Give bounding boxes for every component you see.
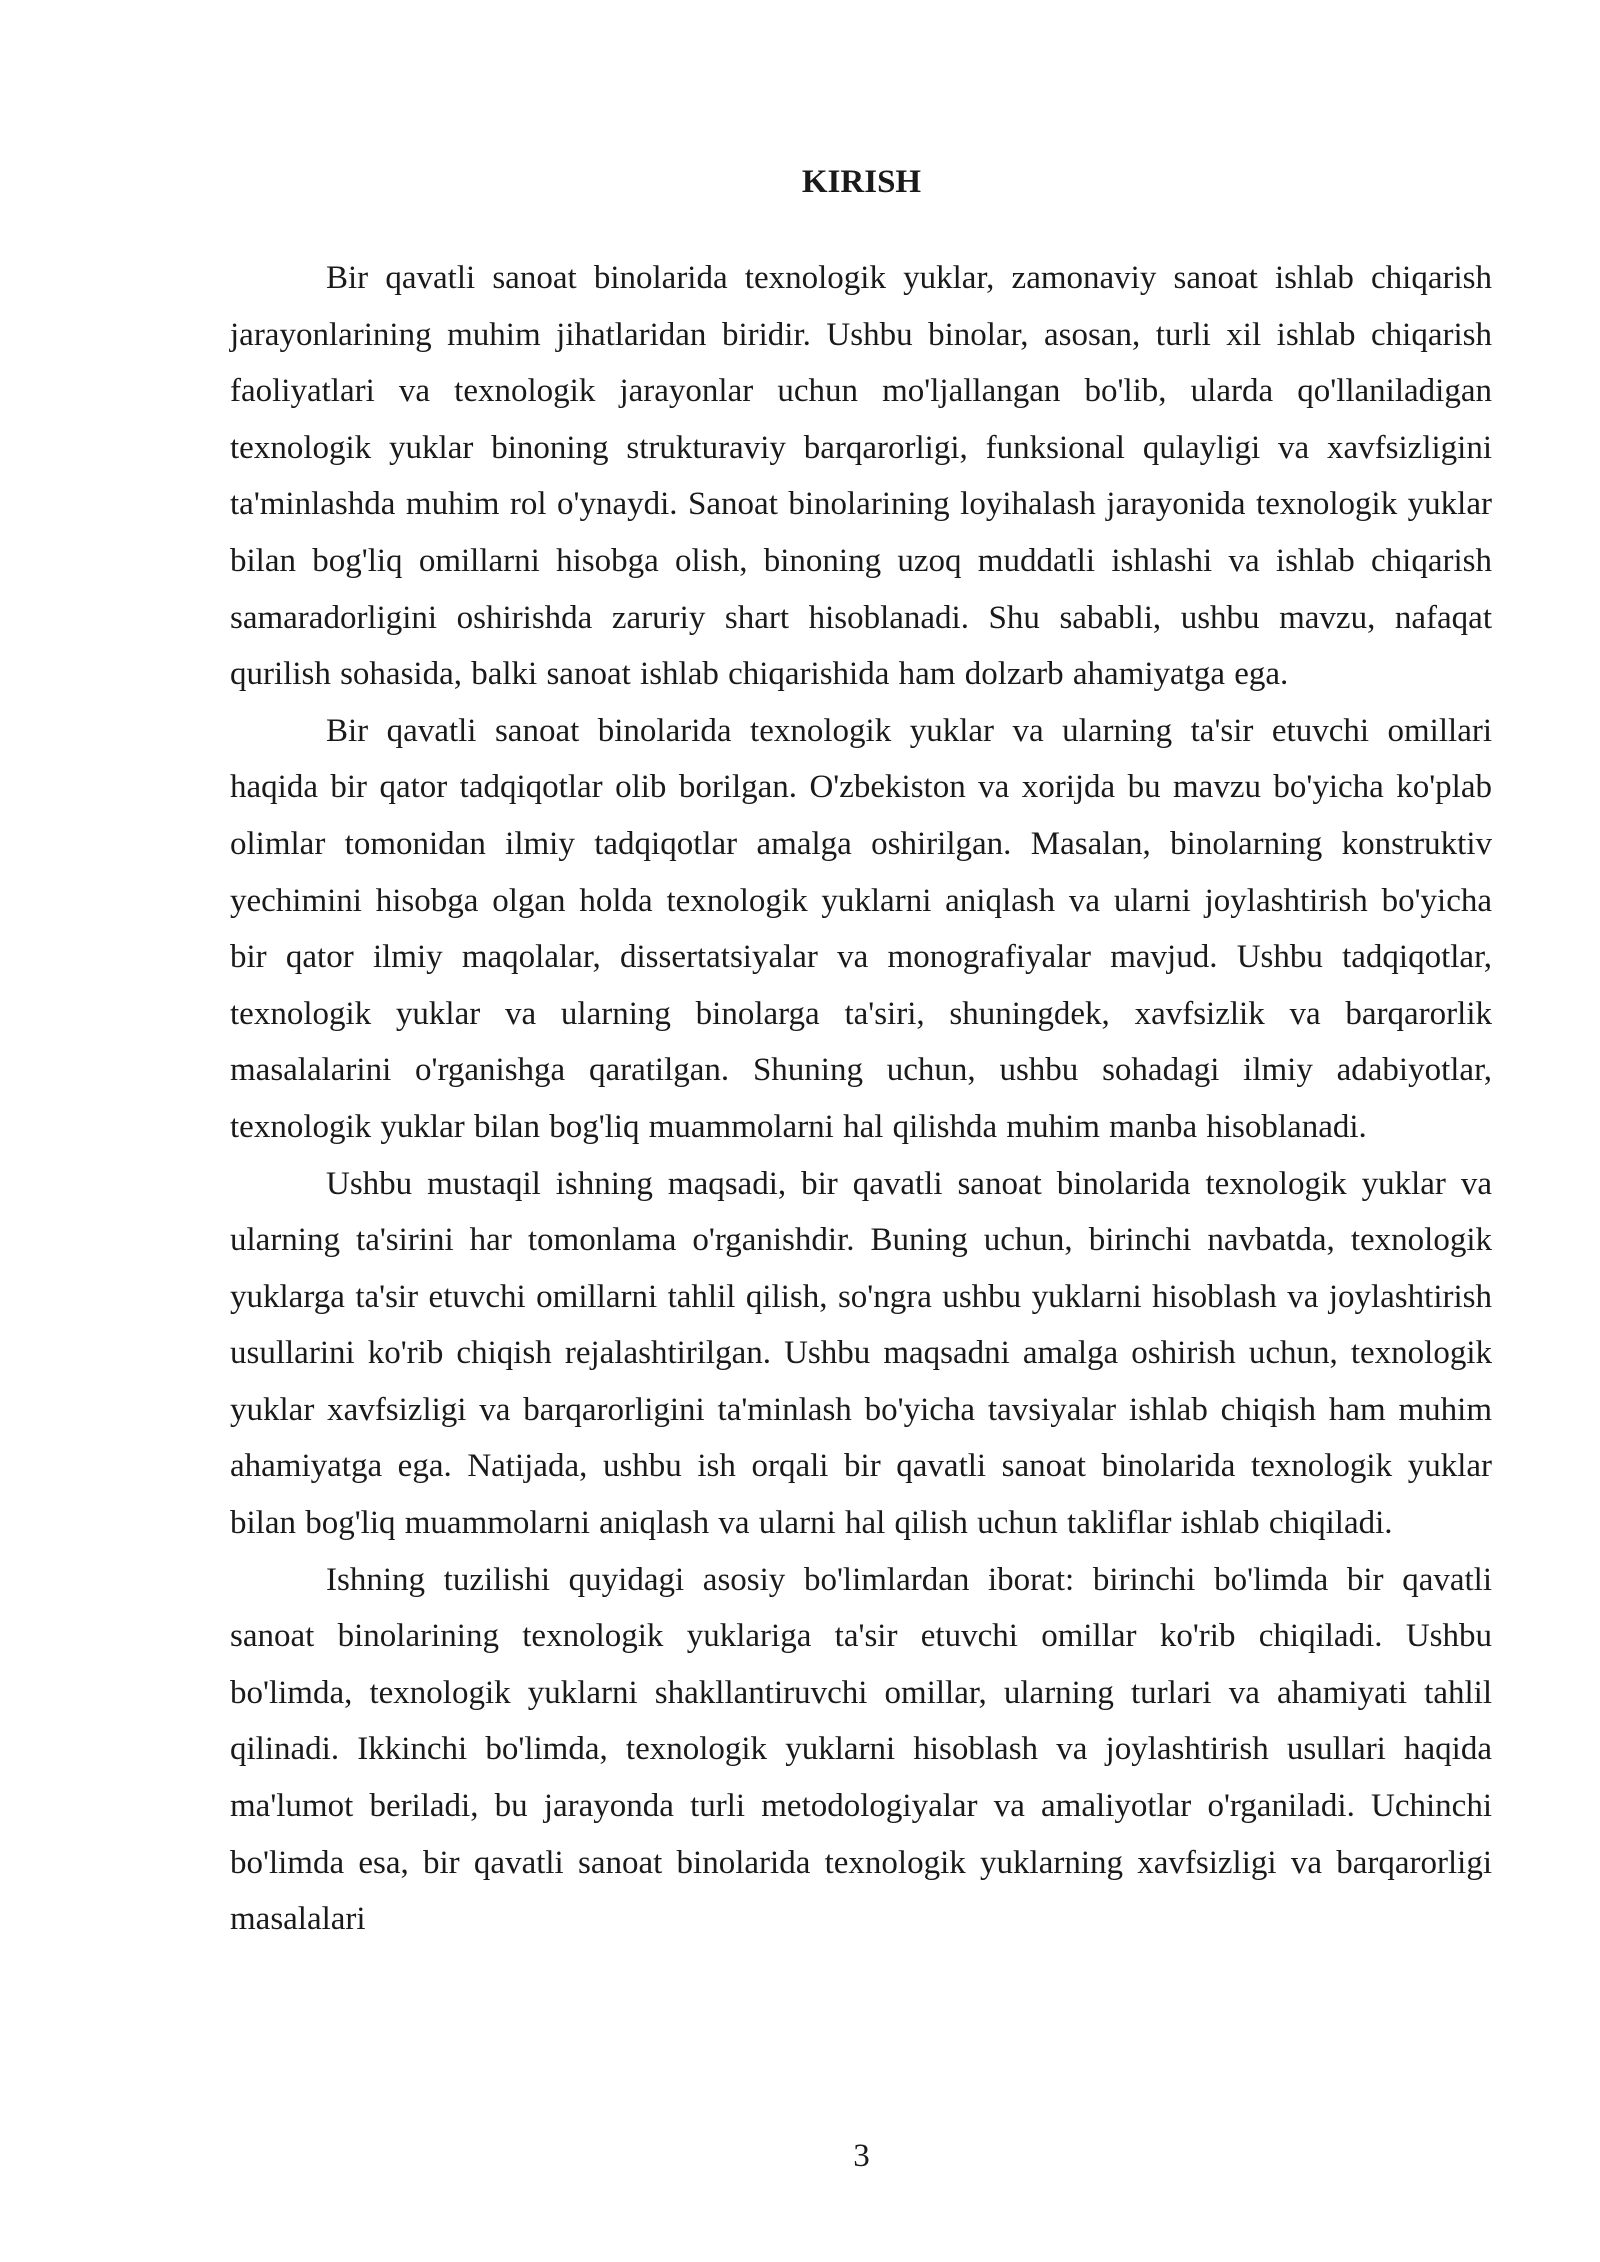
paragraph-3: Ushbu mustaqil ishning maqsadi, bir qavatli sanoat binolarida texnologik yuklar va ularning ta'sirini har tomonlama o'rganishdir. Buning uchun, birinchi navbatda, texnologik yuklarga ta'sir etuvchi omillarni tahlil qilish, so'ngra ushbu yuklarni hisoblash va joylashtirish usullarini ko'rib chiqish rejalashtirilgan. Ushbu maqsadni amalga oshirish uchun, texnologik yuklar xavfsizligi va barqarorligini ta'minlash bo'yicha tavsiyalar ishlab chiqish ham muhim ahamiyatga ega. Natijada, ushbu ish orqali bir qavatli sanoat binolarida texnologik yuklar bilan bog'liq muammolarni aniqlash va ularni hal qilish uchun takliflar ishlab chiqiladi. xyxy=(230,1165,1492,1542)
body-text xyxy=(230,250,1492,1948)
page-number: 3 xyxy=(853,2138,870,2174)
paragraph-4: Ishning tuzilishi quyidagi asosiy bo'limlardan iborat: birinchi bo'limda bir qavatli sanoat binolarining texnologik yuklariga ta'sir etuvchi omillar ko'rib chiqiladi. Ushbu bo'limda, texnologik yuklarni shakllantiruvchi omillar, ularning turlari va ahamiyati tahlil qilinadi. Ikkinchi bo'limda, texnologik yuklarni hisoblash va joylashtirish usullari haqida ma'lumot beriladi, bu jarayonda turli metodologiyalar va amaliyotlar o'rganiladi. Uchinchi bo'limda esa, bir qavatli sanoat binolarida texnologik yuklarning xavfsizligi va barqarorligi masalalari xyxy=(230,1561,1492,1938)
page-title: KIRISH xyxy=(801,164,922,200)
paragraph-2: Bir qavatli sanoat binolarida texnologik yuklar va ularning ta'sir etuvchi omillari haqida bir qator tadqiqotlar olib borilgan. O'zbekiston va xorijda bu mavzu bo'yicha ko'plab olimlar tomonidan ilmiy tadqiqotlar amalga oshirilgan. Masalan, binolarning konstruktiv yechimini hisobga olgan holda texnologik yuklarni aniqlash va ularni joylashtirish bo'yicha bir qator ilmiy maqolalar, dissertatsiyalar va monografiyalar mavjud. Ushbu tadqiqotlar, texnologik yuklar va ularning binolarga ta'siri, shuningdek, xavfsizlik va barqarorlik masalalarini o'rganishga qaratilgan. Shuning uchun, ushbu sohadagi ilmiy adabiyotlar, texnologik yuklar bilan bog'liq muammolarni hal qilishda muhim manba hisoblanadi. xyxy=(230,712,1492,1145)
paragraph-1: Bir qavatli sanoat binolarida texnologik yuklar, zamonaviy sanoat ishlab chiqarish jarayonlarining muhim jihatlaridan biridir. Ushbu binolar, asosan, turli xil ishlab chiqarish faoliyatlari va texnologik jarayonlar uchun mo'ljallangan bo'lib, ularda qo'llaniladigan texnologik yuklar binoning strukturaviy barqarorligi, funksional qulayligi va xavfsizligini ta'minlashda muhim rol o'ynaydi. Sanoat binolarining loyihalash jarayonida texnologik yuklar bilan bog'liq omillarni hisobga olish, binoning uzoq muddatli ishlashi va ishlab chiqarish samaradorligini oshirishda zaruriy shart hisoblanadi. Shu sababli, ushbu mavzu, nafaqat qurilish sohasida, balki sanoat ishlab chiqarishida ham dolzarb ahamiyatga ega. xyxy=(230,260,1492,693)
